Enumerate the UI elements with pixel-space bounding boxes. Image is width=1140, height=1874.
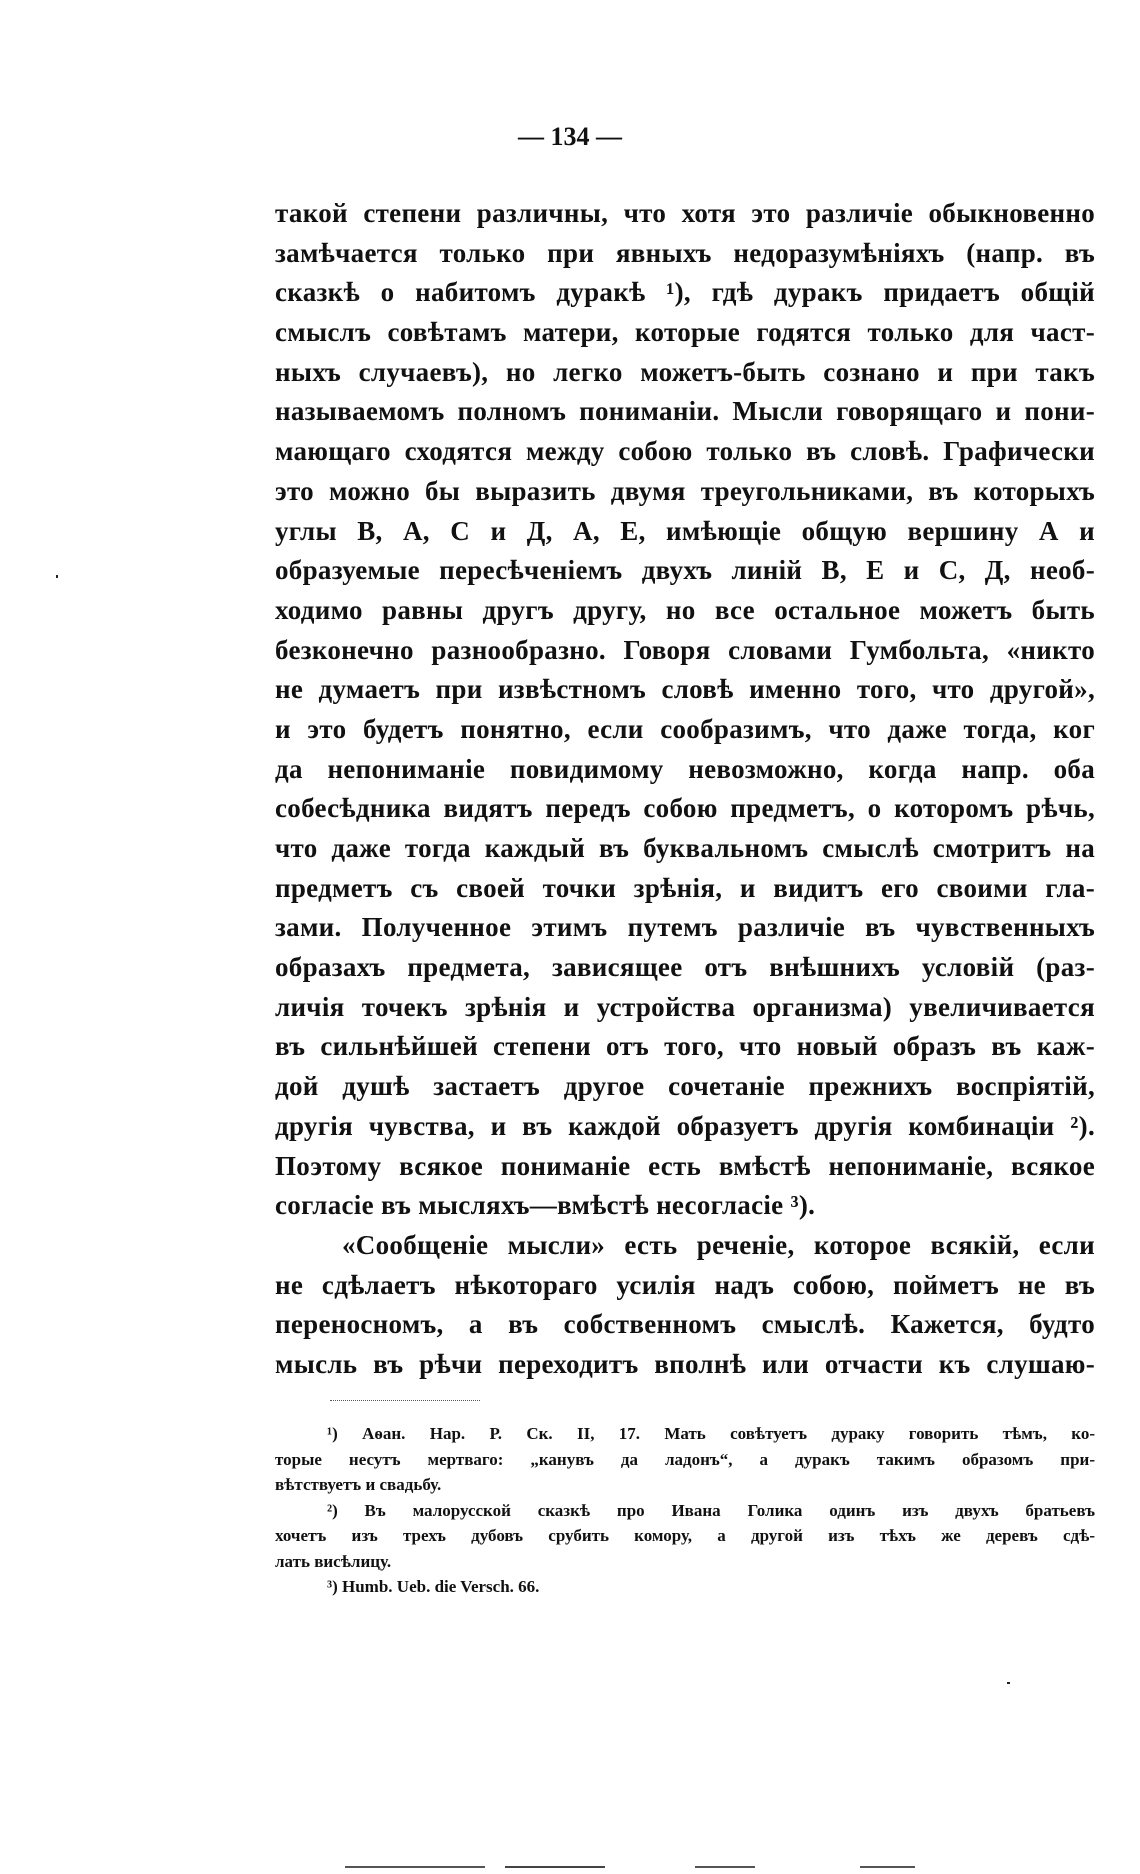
text-line: ныхъ случаевъ), но легко можетъ-быть сознано и при такъ	[275, 356, 1095, 387]
footnote-line: вѣтствуетъ и свадьбу.	[275, 1475, 442, 1494]
footnote	[275, 1498, 1095, 1575]
footnote	[275, 1574, 1095, 1600]
text-line: переносномъ, а въ собственномъ смыслѣ. Кажется, будто	[275, 1309, 1095, 1340]
text-line: въ сильнѣйшей степени отъ того, что новый образъ въ каж-	[275, 1031, 1095, 1062]
text-line: да непониманіе повидимому невозможно, когда напр. оба	[275, 753, 1095, 784]
text-line: смыслъ совѣтамъ матери, которые годятся только для част-	[275, 317, 1095, 348]
text-line: безконечно разнообразно. Говоря словами Гумбольта, «никто	[275, 634, 1095, 665]
text-line: собесѣдника видятъ передъ собою предметъ, о которомъ рѣчь,	[275, 793, 1095, 824]
page-number: — 134 —	[518, 122, 622, 151]
scan-edge-mark	[695, 1866, 755, 1868]
footnote-separator	[330, 1400, 480, 1401]
text-line: зами. Полученное этимъ путемъ различіе въ чувственныхъ	[275, 912, 1095, 943]
text-line: называемомъ полномъ пониманіи. Мысли говорящаго и пони-	[275, 396, 1095, 427]
scan-smudge	[56, 575, 58, 578]
scan-edge-mark	[860, 1866, 915, 1868]
scan-edge-mark	[505, 1866, 605, 1868]
footnote-line: ³) Humb. Ueb. die Versch. 66.	[327, 1577, 540, 1596]
text-line: дой душѣ застаетъ другое сочетаніе прежнихъ воспріятій,	[275, 1071, 1095, 1102]
text-line: мающаго сходятся между собою только въ словѣ. Графически	[275, 436, 1095, 467]
text-line: не сдѣлаетъ нѣкотораго усилія надъ собою, пойметъ не въ	[275, 1269, 1095, 1300]
footnote-line: ¹) Аѳан. Нар. Р. Ск. II, 17. Мать совѣтуетъ дураку говорить тѣмъ, ко-	[327, 1424, 1095, 1443]
text-line: сказкѣ о набитомъ дуракѣ ¹), гдѣ дуракъ придаетъ общій	[275, 277, 1095, 308]
text-line: и это будетъ понятно, если сообразимъ, что даже тогда, ког	[275, 713, 1095, 744]
footnote-line: лать висѣлицу.	[275, 1551, 392, 1571]
text-line: образуемые пересѣченіемъ двухъ линій В, Е и С, Д, необ-	[275, 555, 1095, 586]
footnote-line: торые несутъ мертваго: „канувъ да ладонъ“, а дуракъ такимъ образомъ при-	[275, 1449, 1095, 1469]
text-line: другія чувства, и въ каждой образуетъ другія комбинаціи ²).	[275, 1110, 1095, 1141]
scan-edge-mark	[345, 1866, 485, 1868]
text-line: согласіе въ мысляхъ—вмѣстѣ несогласіе ³).	[275, 1190, 816, 1221]
text-line: ходимо равны другъ другу, но все остальное можетъ быть	[275, 594, 1095, 625]
text-line: углы В, А, С и Д, А, Е, имѣющіе общую вершину А и	[275, 515, 1095, 546]
text-line: образахъ предмета, зависящее отъ внѣшнихъ условій (раз-	[275, 952, 1095, 983]
text-line: замѣчается только при явныхъ недоразумѣніяхъ (напр. въ	[275, 237, 1095, 268]
footnotes	[275, 1421, 1095, 1600]
text-line: это можно бы выразить двумя треугольниками, въ которыхъ	[275, 475, 1095, 506]
body-text	[275, 194, 1095, 1385]
text-line: что даже тогда каждый въ буквальномъ смыслѣ смотритъ на	[275, 833, 1095, 863]
text-line: такой степени различны, что хотя это различіе обыкновенно	[275, 198, 1095, 228]
text-line: предметъ съ своей точки зрѣнія, и видитъ его своими гла-	[275, 872, 1095, 903]
text-line: мысль въ рѣчи переходитъ вполнѣ или отчасти къ слушаю-	[275, 1348, 1095, 1379]
scan-smudge	[1007, 1682, 1010, 1684]
text-line: «Сообщеніе мысли» есть реченіе, которое всякій, если	[342, 1229, 1095, 1260]
text-line: личія точекъ зрѣнія и устройства организма) увеличивается	[275, 991, 1095, 1022]
text-line: не думаетъ при извѣстномъ словѣ именно того, что другой»,	[275, 674, 1095, 705]
footnote-line: хочетъ изъ трехъ дубовъ срубить комору, а другой изъ тѣхъ же деревъ сдѣ-	[275, 1526, 1095, 1545]
footnote-line: ²) Въ малорусской сказкѣ про Ивана Голика одинъ изъ двухъ братьевъ	[327, 1500, 1095, 1520]
footnote	[275, 1421, 1095, 1498]
text-line: Поэтому всякое пониманіе есть вмѣстѣ непониманіе, всякое	[275, 1150, 1095, 1181]
